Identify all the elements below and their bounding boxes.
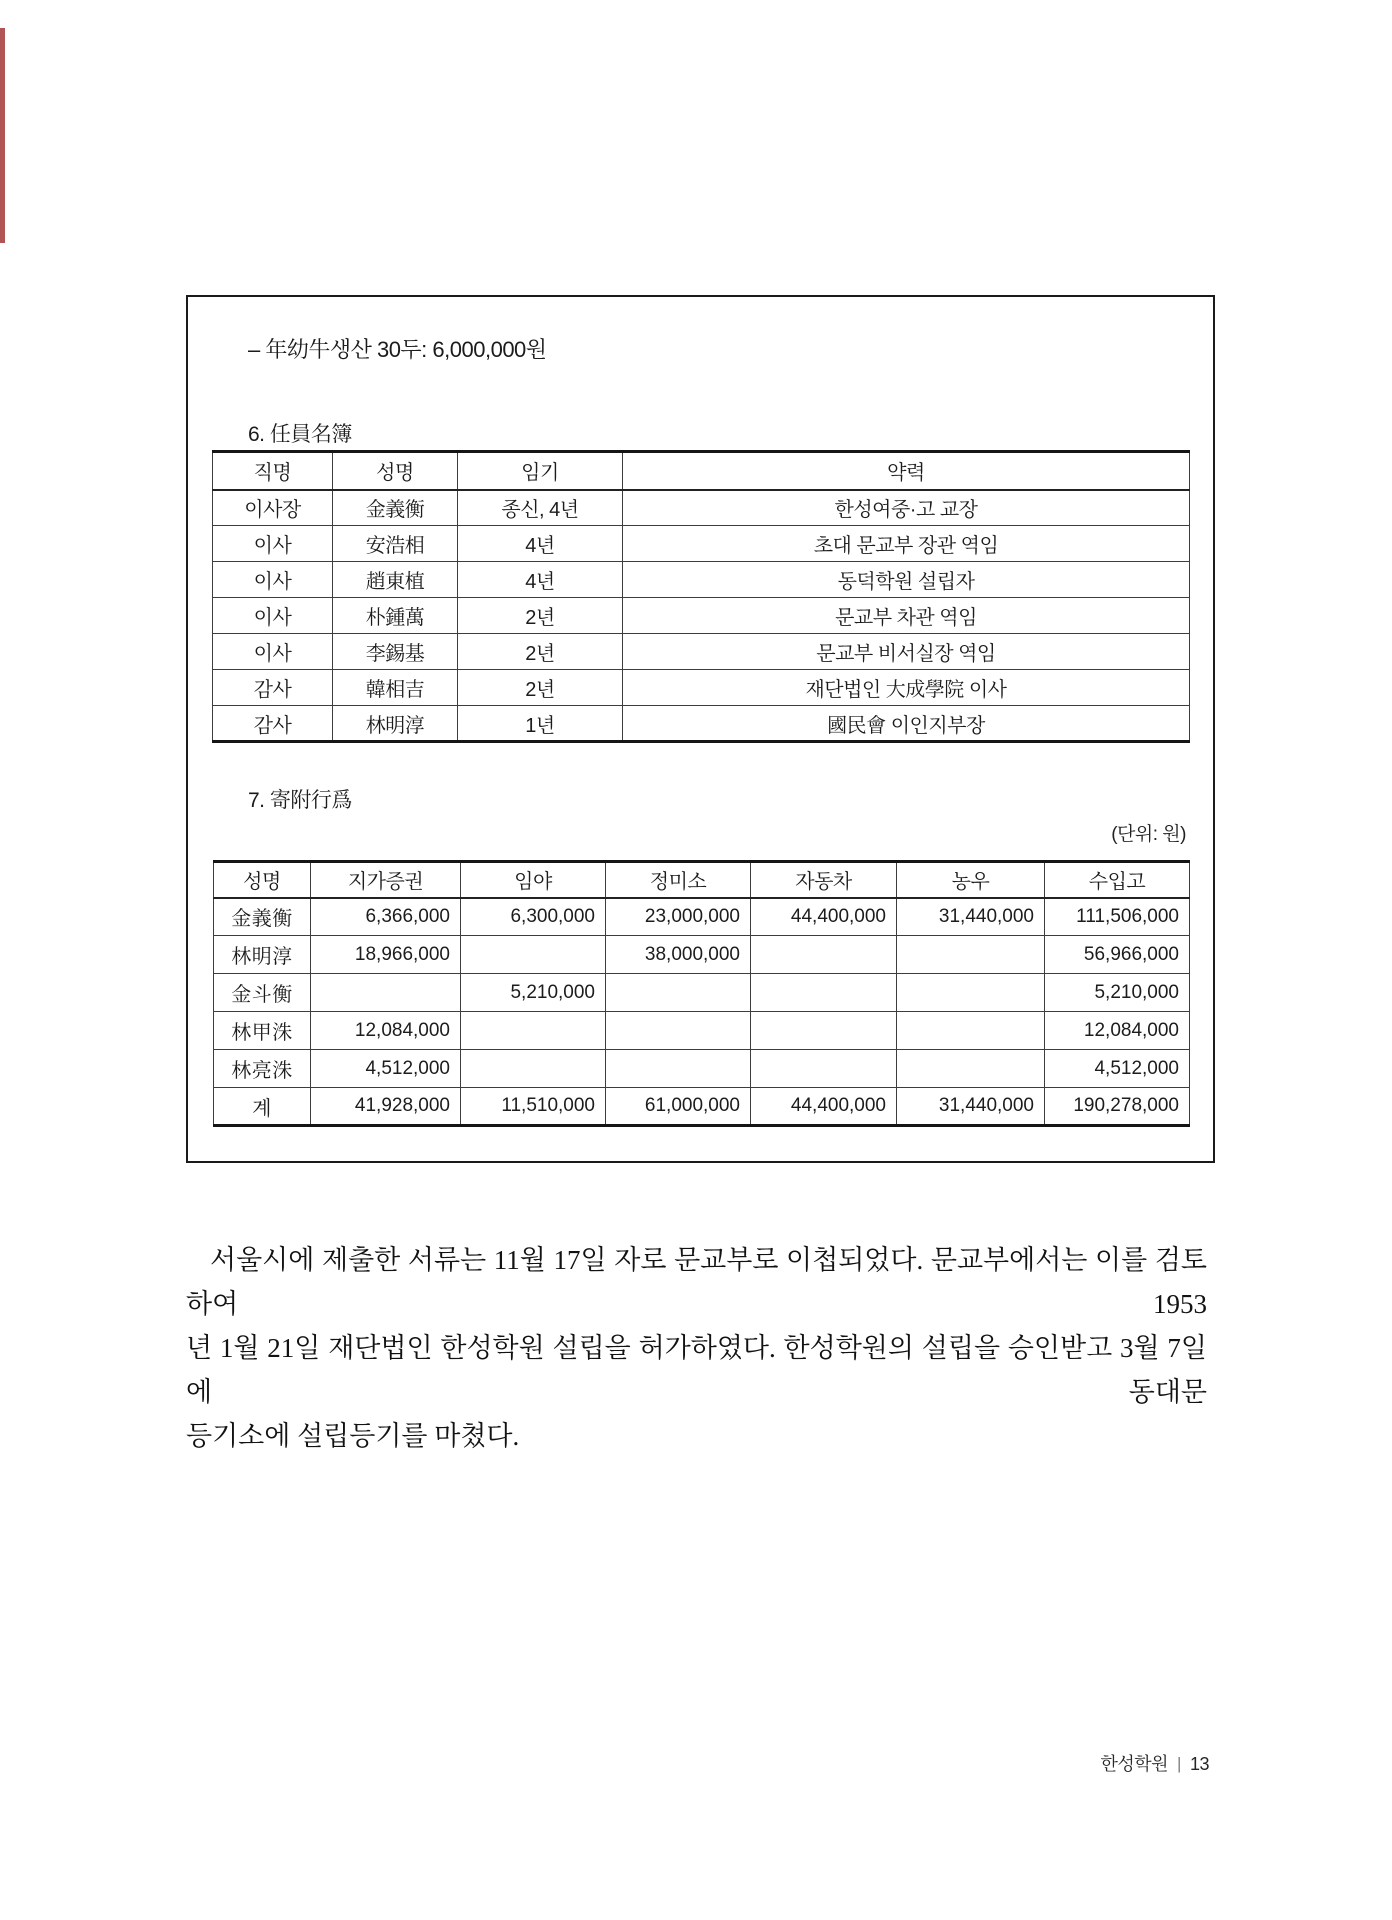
- column-header: 직명: [213, 452, 333, 490]
- table-cell: [311, 974, 461, 1012]
- paragraph-line: 등기소에 설립등기를 마쳤다.: [186, 1421, 520, 1451]
- table-cell: [606, 974, 751, 1012]
- table-cell: 朴鍾萬: [333, 598, 458, 634]
- table-cell: 6,300,000: [461, 898, 606, 936]
- table-cell: 이사: [213, 598, 333, 634]
- column-header: 지가증권: [311, 862, 461, 898]
- table-cell: 2년: [458, 634, 623, 670]
- table-cell: 44,400,000: [751, 1088, 897, 1126]
- column-header: 임야: [461, 862, 606, 898]
- body-paragraph: [186, 1238, 1207, 1458]
- table-row: [213, 526, 1190, 562]
- table-cell: [751, 974, 897, 1012]
- table-cell: 4,512,000: [311, 1050, 461, 1088]
- table-cell: [897, 936, 1045, 974]
- table-row: [213, 562, 1190, 598]
- table-row: [213, 706, 1190, 742]
- table-cell: 4,512,000: [1045, 1050, 1190, 1088]
- column-header: 정미소: [606, 862, 751, 898]
- table-cell: 金義衡: [333, 490, 458, 526]
- table-cell: [461, 936, 606, 974]
- table-row: [214, 974, 1190, 1012]
- table-cell: 61,000,000: [606, 1088, 751, 1126]
- table-cell: 이사: [213, 526, 333, 562]
- table-cell: 41,928,000: [311, 1088, 461, 1126]
- table-cell: 초대 문교부 장관 역임: [623, 526, 1190, 562]
- donation-table: [213, 860, 1190, 1127]
- page-footer: [1100, 1750, 1209, 1776]
- column-header: 임기: [458, 452, 623, 490]
- table-row: [214, 1088, 1190, 1126]
- table-cell: 4년: [458, 526, 623, 562]
- section7-title: 7. 寄附行爲: [248, 789, 352, 812]
- table-cell: 金義衡: [214, 898, 311, 936]
- paragraph-line: 서울시에 제출한 서류는 11월 17일 자로 문교부로 이첩되었다. 문교부에서는 이를 검토하여 1953: [186, 1245, 1207, 1319]
- table-row: [213, 670, 1190, 706]
- table-cell: 재단법인 大成學院 이사: [623, 670, 1190, 706]
- table-row: [214, 936, 1190, 974]
- table-cell: 2년: [458, 670, 623, 706]
- header-row: [214, 862, 1190, 898]
- table-cell: 安浩相: [333, 526, 458, 562]
- content-box: [186, 295, 1215, 1163]
- table-cell: 이사장: [213, 490, 333, 526]
- table-cell: [606, 1012, 751, 1050]
- table-cell: 31,440,000: [897, 1088, 1045, 1126]
- table-cell: 감사: [213, 670, 333, 706]
- table-cell: 5,210,000: [461, 974, 606, 1012]
- footer-book-title: 한성학원: [1100, 1754, 1169, 1774]
- table-row: [213, 598, 1190, 634]
- table-cell: 2년: [458, 598, 623, 634]
- table-cell: 31,440,000: [897, 898, 1045, 936]
- table-cell: 趙東植: [333, 562, 458, 598]
- table-row: [214, 898, 1190, 936]
- intro-line: – 年幼牛생산 30두: 6,000,000원: [248, 337, 547, 362]
- table-cell: 이사: [213, 634, 333, 670]
- table-cell: 이사: [213, 562, 333, 598]
- table-cell: 동덕학원 설립자: [623, 562, 1190, 598]
- table-cell: 문교부 비서실장 역임: [623, 634, 1190, 670]
- table-cell: 韓相吉: [333, 670, 458, 706]
- table-cell: 계: [214, 1088, 311, 1126]
- table-cell: 金斗衡: [214, 974, 311, 1012]
- scan-artifact: [0, 28, 5, 243]
- table-cell: [751, 1012, 897, 1050]
- table-cell: 111,506,000: [1045, 898, 1190, 936]
- table-cell: [751, 936, 897, 974]
- header-row: [213, 452, 1190, 490]
- table-cell: 4년: [458, 562, 623, 598]
- table-cell: [461, 1050, 606, 1088]
- table-cell: 44,400,000: [751, 898, 897, 936]
- table-cell: 國民會 이인지부장: [623, 706, 1190, 742]
- column-header: 자동차: [751, 862, 897, 898]
- table-cell: 11,510,000: [461, 1088, 606, 1126]
- table-cell: 5,210,000: [1045, 974, 1190, 1012]
- table-cell: 감사: [213, 706, 333, 742]
- table-row: [214, 1012, 1190, 1050]
- section6-title: 6. 任員名簿: [248, 423, 352, 446]
- table-cell: 문교부 차관 역임: [623, 598, 1190, 634]
- column-header: 약력: [623, 452, 1190, 490]
- table-cell: [897, 1050, 1045, 1088]
- column-header: 성명: [214, 862, 311, 898]
- table-cell: 23,000,000: [606, 898, 751, 936]
- table-cell: 林明淳: [333, 706, 458, 742]
- table-cell: [897, 1012, 1045, 1050]
- table-cell: 190,278,000: [1045, 1088, 1190, 1126]
- table-cell: 6,366,000: [311, 898, 461, 936]
- table-row: [214, 1050, 1190, 1088]
- table-cell: 18,966,000: [311, 936, 461, 974]
- table-cell: 56,966,000: [1045, 936, 1190, 974]
- table-cell: 林甲洙: [214, 1012, 311, 1050]
- table-cell: [897, 974, 1045, 1012]
- table-row: [213, 490, 1190, 526]
- table-cell: 38,000,000: [606, 936, 751, 974]
- table-cell: 종신, 4년: [458, 490, 623, 526]
- unit-note: (단위: 원): [1111, 824, 1186, 845]
- table-cell: [606, 1050, 751, 1088]
- column-header: 농우: [897, 862, 1045, 898]
- table-cell: [461, 1012, 606, 1050]
- column-header: 성명: [333, 452, 458, 490]
- table-cell: 12,084,000: [311, 1012, 461, 1050]
- table-row: [213, 634, 1190, 670]
- table-cell: 1년: [458, 706, 623, 742]
- footer-separator: |: [1177, 1754, 1181, 1773]
- footer-page-number: 13: [1189, 1754, 1209, 1774]
- table-cell: 12,084,000: [1045, 1012, 1190, 1050]
- table-cell: 林亮洙: [214, 1050, 311, 1088]
- table-cell: [751, 1050, 897, 1088]
- officer-roster-table: [212, 450, 1190, 743]
- table-cell: 한성여중·고 교장: [623, 490, 1190, 526]
- column-header: 수입고: [1045, 862, 1190, 898]
- table-cell: 李錫基: [333, 634, 458, 670]
- table-cell: 林明淳: [214, 936, 311, 974]
- paragraph-line: 년 1월 21일 재단법인 한성학원 설립을 허가하였다. 한성학원의 설립을 승인받고 3월 7일에 동대문: [186, 1333, 1207, 1407]
